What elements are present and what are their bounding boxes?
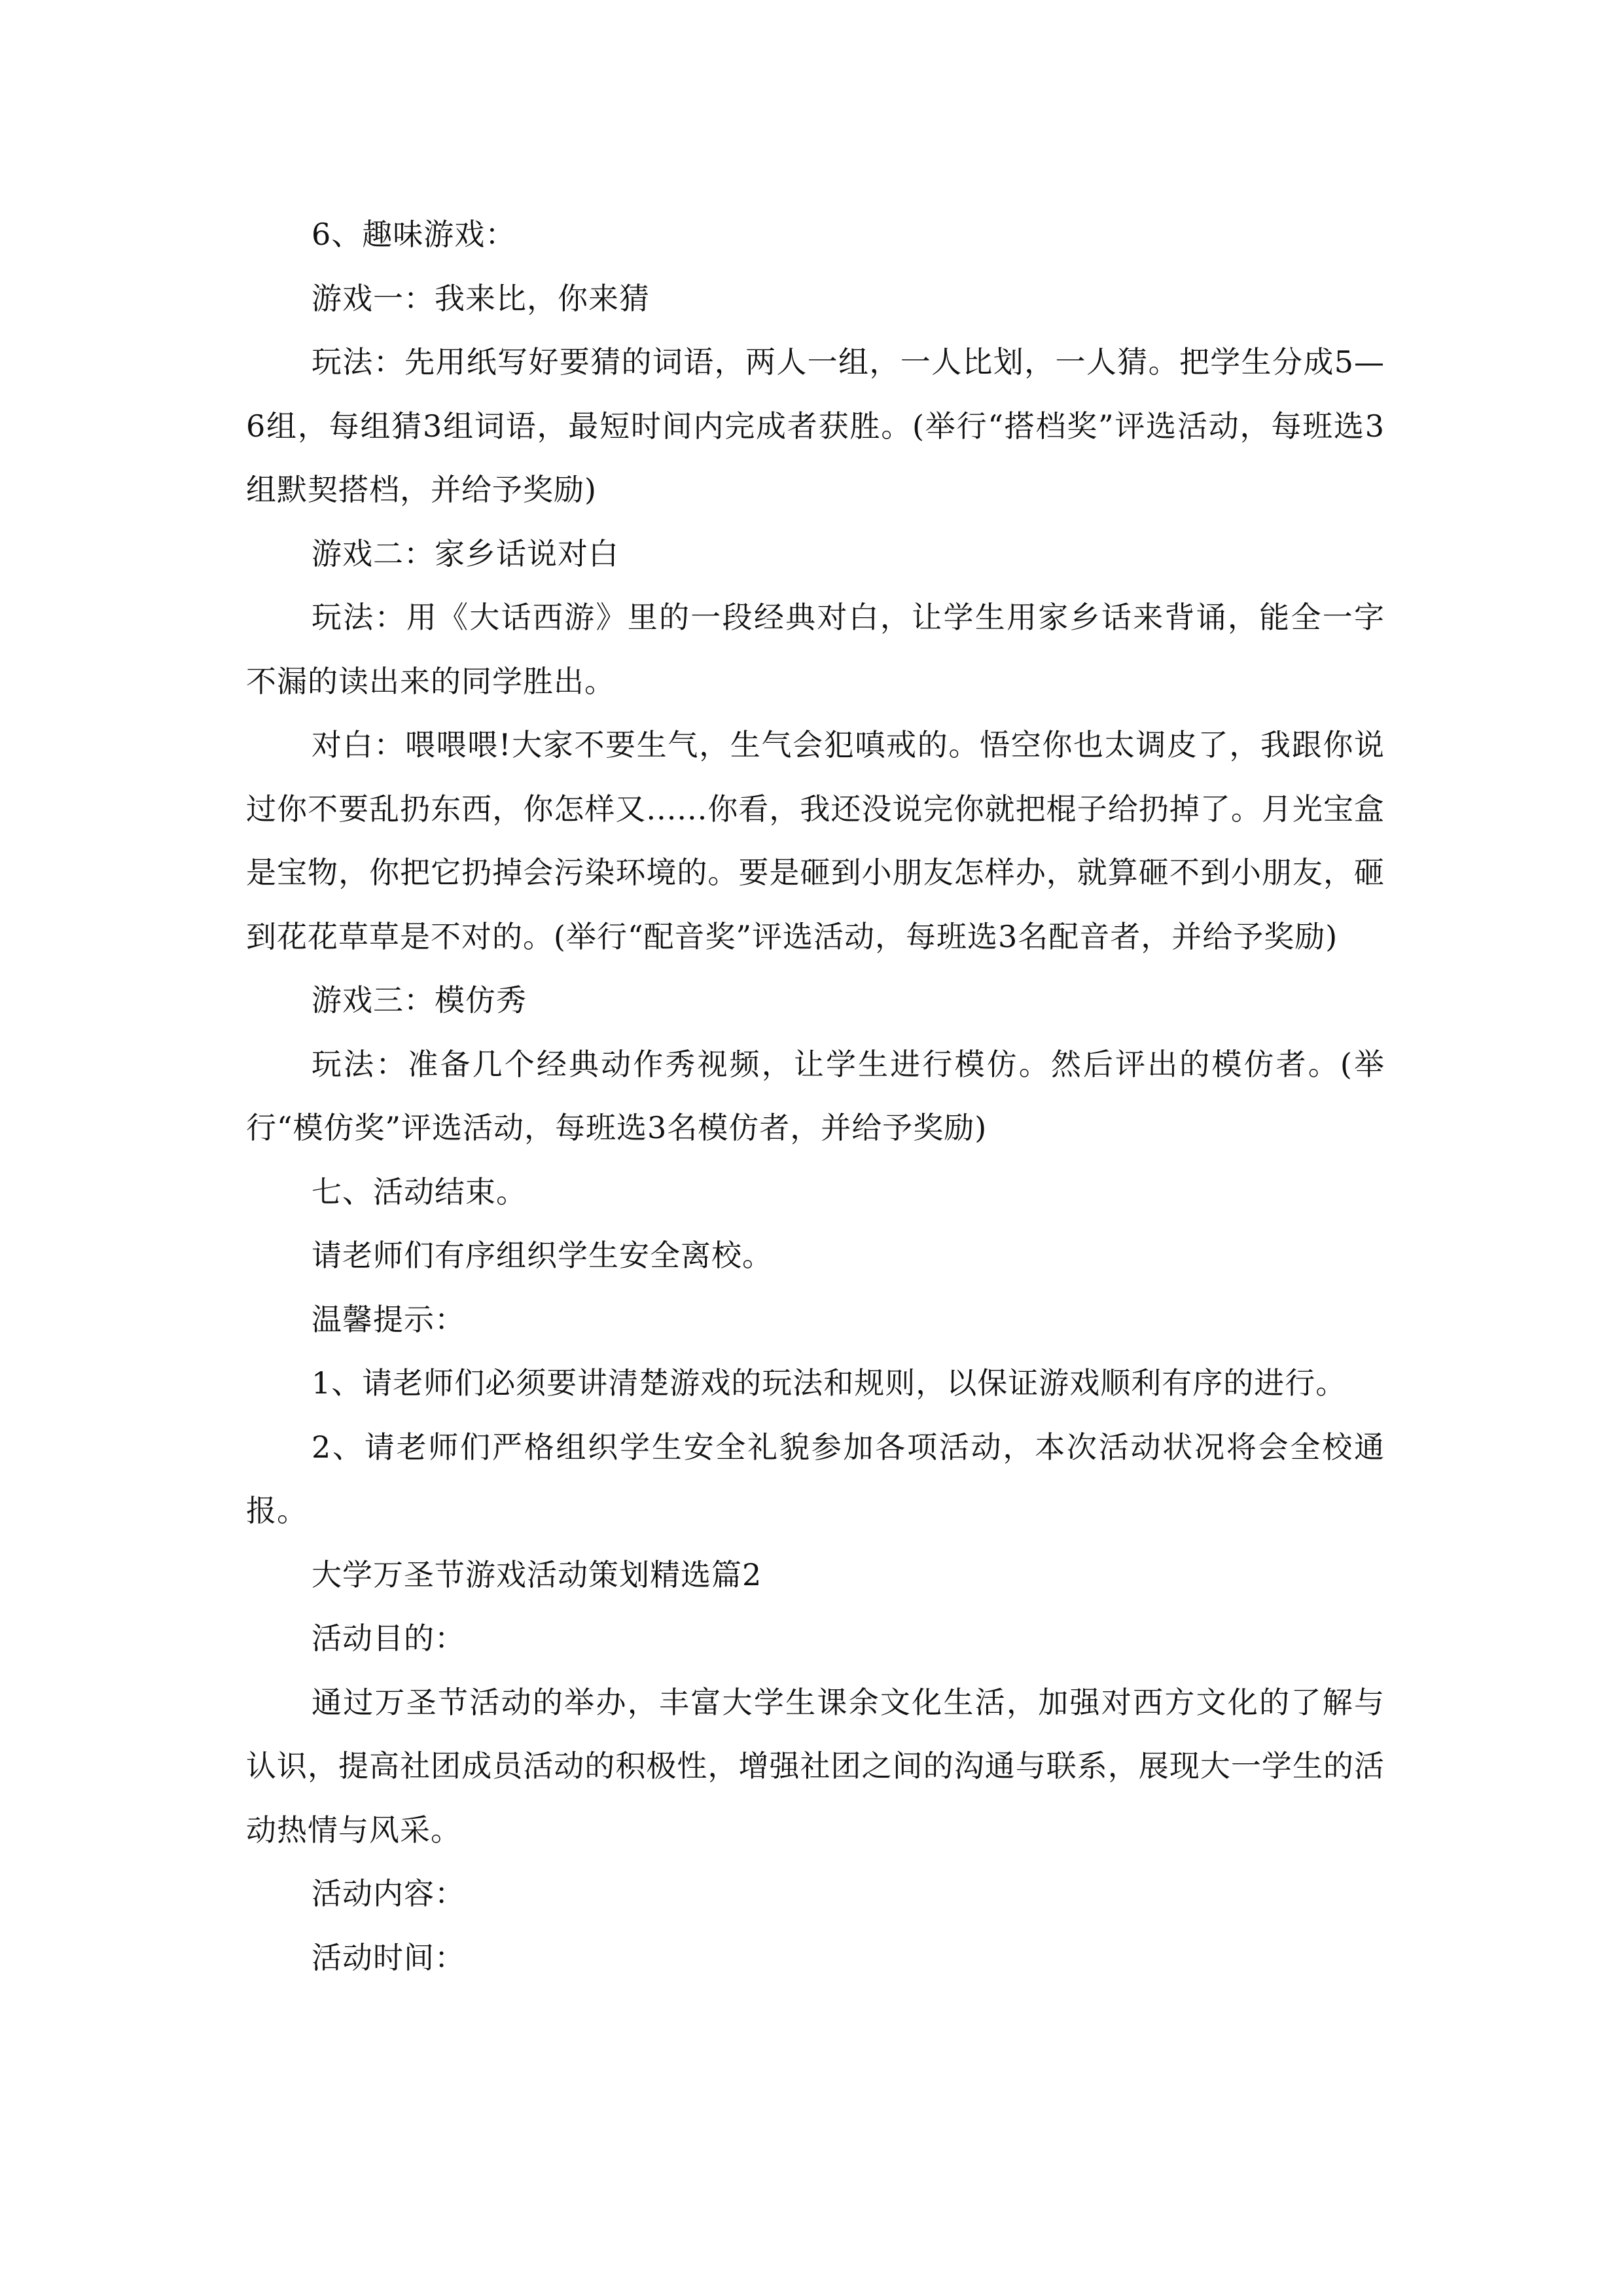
end-instruction: 请老师们有序组织学生安全离校。 — [312, 1238, 773, 1273]
game-one-title: 游戏一：我来比，你来猜 — [312, 280, 650, 316]
game-two-title: 游戏二：家乡话说对白 — [312, 535, 619, 571]
game-three-rules: 玩法：准备几个经典动作秀视频，让学生进行模仿。然后评出的模仿者。(举行“模仿奖”评选活动，每班选3名模仿者，并给予奖励) — [246, 1046, 1385, 1145]
content-heading: 活动内容： — [312, 1876, 465, 1911]
article-2-title: 大学万圣节游戏活动策划精选篇2 — [312, 1556, 762, 1592]
game-three-title: 游戏三：模仿秀 — [312, 982, 527, 1018]
purpose-heading: 活动目的： — [312, 1621, 465, 1656]
time-heading: 活动时间： — [312, 1939, 465, 1975]
game-two-rules: 玩法：用《大话西游》里的一段经典对白，让学生用家乡话来背诵，能全一字不漏的读出来的同学胜出。 — [246, 600, 1385, 699]
tip-1: 1、请老师们必须要讲清楚游戏的玩法和规则，以保证游戏顺利有序的进行。 — [312, 1365, 1347, 1401]
document-body — [246, 203, 1385, 1990]
tips-heading: 温馨提示： — [312, 1301, 465, 1337]
game-one-rules: 玩法：先用纸写好要猜的词语，两人一组，一人比划，一人猜。把学生分成5—6组，每组猜3组词语，最短时间内完成者获胜。(举行“搭档奖”评选活动，每班选3组默契搭档，并给予奖励) — [246, 344, 1385, 507]
purpose-text: 通过万圣节活动的举办，丰富大学生课余文化生活，加强对西方文化的了解与认识，提高社团成员活动的积极性，增强社团之间的沟通与联系，展现大一学生的活动热情与风采。 — [246, 1684, 1385, 1848]
tip-2: 2、请老师们严格组织学生安全礼貌参加各项活动，本次活动状况将会全校通报。 — [246, 1429, 1385, 1528]
section-heading-end: 七、活动结束。 — [312, 1174, 527, 1210]
game-two-dialogue: 对白：喂喂喂!大家不要生气，生气会犯嗔戒的。悟空你也太调皮了，我跟你说过你不要乱扔东西，你怎样又......你看，我还没说完你就把棍子给扔掉了。月光宝盒是宝物，你把它扔掉会污染环境的。要是砸到小朋友怎样办，就算砸不到小朋友，砸到花花草草是不对的。(举行“配音奖”评选活动，每班选3名配音者，并给予奖励) — [246, 727, 1385, 954]
section-heading-fun-games: 6、趣味游戏： — [312, 217, 516, 252]
